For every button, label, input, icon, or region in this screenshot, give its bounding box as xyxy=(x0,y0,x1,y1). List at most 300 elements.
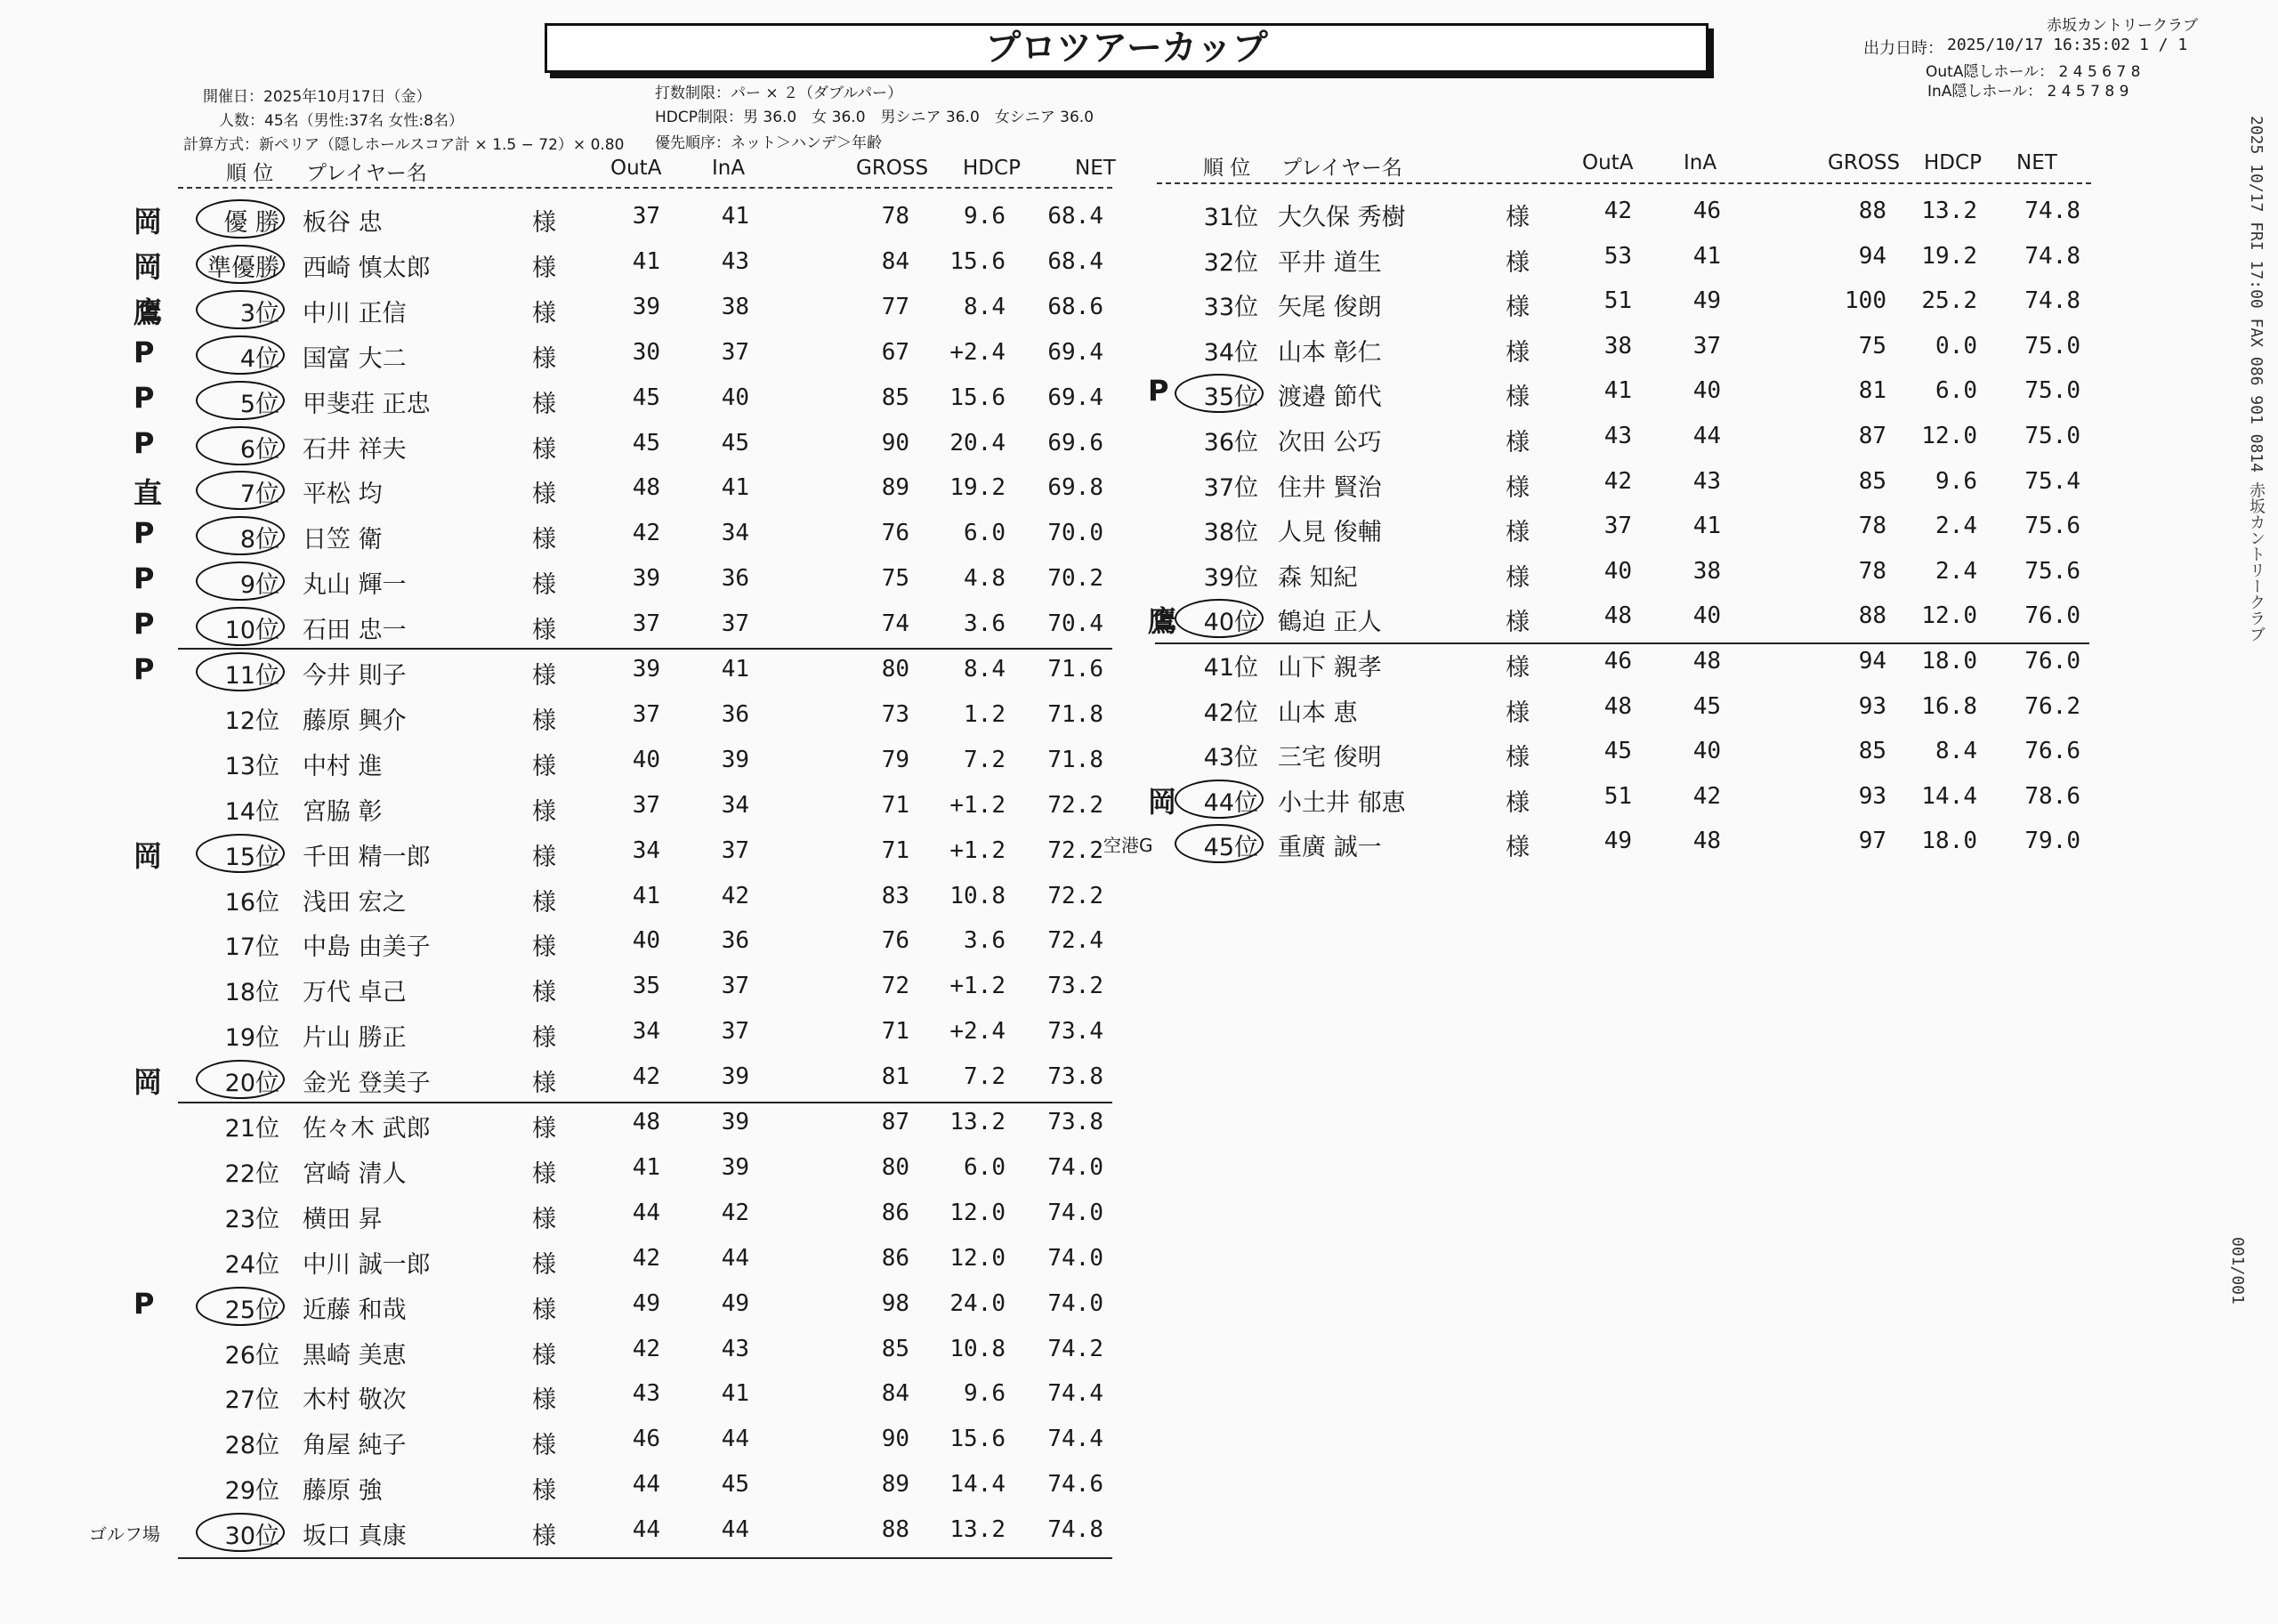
player-name-cell: 山本 恵 xyxy=(1278,699,1358,727)
outa-cell: 42 xyxy=(1603,198,1632,224)
player-name-cell: 小土井 郁恵 xyxy=(1278,788,1406,817)
hdcp-cell: 13.2 xyxy=(949,1109,1006,1135)
player-name-cell: 千田 精一郎 xyxy=(303,843,431,871)
ina-cell: 45 xyxy=(721,429,749,456)
honorific-cell: 様 xyxy=(1506,294,1530,322)
net-cell: 74.8 xyxy=(2024,198,2080,224)
rank-cell: 12位 xyxy=(224,707,279,735)
gross-cell: 89 xyxy=(881,474,909,502)
hdcp-cell: 16.8 xyxy=(1921,692,1977,720)
outa-cell: 42 xyxy=(632,520,660,547)
net-cell: 79.0 xyxy=(2024,828,2080,855)
hdcp-cell: 13.2 xyxy=(1921,198,1977,224)
outa-cell: 42 xyxy=(632,1244,660,1272)
gross-cell: 100 xyxy=(1845,287,1886,315)
gross-cell: 98 xyxy=(881,1289,909,1317)
rank-cell: 24位 xyxy=(224,1250,279,1279)
outa-cell: 43 xyxy=(632,1380,660,1408)
honorific-cell: 様 xyxy=(532,1523,556,1551)
rank-cell: 13位 xyxy=(224,752,279,780)
gross-cell: 75 xyxy=(881,565,909,593)
honorific-cell: 様 xyxy=(532,344,556,373)
net-cell: 71.8 xyxy=(1047,700,1103,728)
margin-handwritten-mark: P xyxy=(133,425,155,460)
hdcp-cell: +1.2 xyxy=(949,836,1006,864)
table-row xyxy=(0,1511,2278,1552)
honorific-cell: 様 xyxy=(532,209,556,237)
outa-cell: 42 xyxy=(632,1063,660,1091)
rank-cell: 37位 xyxy=(1203,473,1258,502)
hdcp-cell: 9.6 xyxy=(964,203,1006,230)
rank-cell: 36位 xyxy=(1203,429,1258,456)
honorific-cell: 様 xyxy=(1506,834,1530,862)
net-cell: 75.4 xyxy=(2024,467,2080,495)
net-cell: 72.2 xyxy=(1047,836,1103,864)
ina-cell: 45 xyxy=(1692,692,1721,720)
outa-cell: 48 xyxy=(1603,692,1632,720)
gross-cell: 90 xyxy=(881,429,909,456)
hdcp-cell: 18.0 xyxy=(1921,828,1977,855)
honorific-cell: 様 xyxy=(532,617,556,645)
ina-cell: 34 xyxy=(721,520,749,547)
participant-count: 人数：45名（男性:37名 女性:8名） xyxy=(219,112,464,130)
ina-cell: 44 xyxy=(721,1426,749,1453)
table-row xyxy=(0,372,2278,413)
outa-cell: 45 xyxy=(1603,738,1632,765)
hdcp-cell: 3.6 xyxy=(964,610,1006,638)
player-name-cell: 三宅 俊明 xyxy=(1278,744,1382,772)
honorific-cell: 様 xyxy=(1506,563,1530,592)
rank-cell: 21位 xyxy=(224,1115,279,1143)
gross-cell: 85 xyxy=(1858,467,1886,495)
player-name-cell: 佐々木 武郎 xyxy=(303,1115,431,1143)
ina-cell: 40 xyxy=(721,384,749,411)
table-row xyxy=(0,778,2278,819)
margin-handwritten-mark: 直 xyxy=(133,476,163,511)
net-cell: 70.0 xyxy=(1047,520,1103,547)
ina-cell: 42 xyxy=(721,882,749,909)
ina-cell: 37 xyxy=(721,610,749,638)
player-name-cell: 横田 昇 xyxy=(303,1205,383,1233)
ina-cell: 42 xyxy=(721,1199,749,1226)
honorific-cell: 様 xyxy=(532,571,556,600)
rank-cell: 準優勝 xyxy=(207,254,279,282)
ina-cell: 41 xyxy=(721,656,749,683)
rank-cell: 優 勝 xyxy=(223,209,279,237)
gross-cell: 78 xyxy=(1858,513,1886,540)
honorific-cell: 様 xyxy=(532,1432,556,1460)
rank-cell: 20位 xyxy=(224,1070,279,1098)
ina-cell: 39 xyxy=(721,1153,749,1181)
header-divider-left xyxy=(178,187,1112,189)
ina-cell: 37 xyxy=(721,836,749,864)
net-cell: 74.8 xyxy=(2024,287,2080,315)
honorific-cell: 様 xyxy=(1506,384,1530,412)
table-row xyxy=(0,597,2278,638)
player-name-cell: 近藤 和哉 xyxy=(303,1296,407,1324)
net-cell: 73.8 xyxy=(1047,1109,1103,1135)
margin-handwritten-mark: P xyxy=(133,607,155,642)
page-number: 1 / 1 xyxy=(2139,36,2188,54)
hdcp-cell: 6.0 xyxy=(964,520,1006,547)
gross-cell: 67 xyxy=(881,338,909,366)
honorific-cell: 様 xyxy=(532,1115,556,1143)
honorific-cell: 様 xyxy=(1506,654,1530,682)
player-name-cell: 角屋 純子 xyxy=(303,1432,407,1460)
hdcp-cell: 2.4 xyxy=(1935,557,1977,585)
rank-cell: 27位 xyxy=(224,1386,279,1415)
outa-cell: 40 xyxy=(632,746,660,773)
outa-cell: 46 xyxy=(632,1426,660,1453)
ina-cell: 38 xyxy=(721,293,749,320)
hdcp-cell: 1.2 xyxy=(964,700,1006,728)
hdcp-cell: 10.8 xyxy=(949,882,1006,909)
net-cell: 74.0 xyxy=(1047,1289,1103,1317)
gross-cell: 87 xyxy=(1858,423,1886,449)
outa-cell: 37 xyxy=(632,610,660,638)
player-name-cell: 板谷 忠 xyxy=(303,209,383,237)
player-name-cell: 木村 敬次 xyxy=(303,1386,407,1415)
outa-cell: 44 xyxy=(632,1516,660,1544)
rank-cell: 45位 xyxy=(1203,834,1258,862)
honorific-cell: 様 xyxy=(1506,609,1530,637)
fax-header: 2025 10/17 FRI 17:00 FAX 086 901 0814 赤坂カントリークラブ xyxy=(2247,116,2266,642)
gross-cell: 85 xyxy=(881,1335,909,1362)
rank-circle-mark xyxy=(196,1060,285,1099)
rank-cell: 15位 xyxy=(224,843,279,871)
hdcp-cell: 14.4 xyxy=(1921,782,1977,810)
table-row xyxy=(0,1285,2278,1326)
rank-circle-mark xyxy=(196,1513,285,1552)
honorific-cell: 様 xyxy=(532,797,556,826)
rank-cell: 31位 xyxy=(1203,204,1258,231)
rank-cell: 41位 xyxy=(1203,654,1258,682)
honorific-cell: 様 xyxy=(1506,204,1530,231)
rank-cell: 16位 xyxy=(224,888,279,917)
outa-cell: 42 xyxy=(1603,467,1632,495)
margin-handwritten-mark: P xyxy=(133,1286,155,1321)
honorific-cell: 様 xyxy=(532,1250,556,1279)
honorific-cell: 様 xyxy=(532,1070,556,1098)
player-name-cell: 藤原 強 xyxy=(303,1477,383,1506)
honorific-cell: 様 xyxy=(532,1205,556,1233)
rank-cell: 3位 xyxy=(239,299,279,327)
gross-cell: 78 xyxy=(881,203,909,230)
table-row xyxy=(0,1466,2278,1507)
player-name-cell: 甲斐荘 正忠 xyxy=(303,390,431,418)
rank-cell: 7位 xyxy=(239,481,279,509)
net-cell: 74.8 xyxy=(2024,242,2080,270)
hdcp-cell: 3.6 xyxy=(964,927,1006,955)
hdcp-cell: +1.2 xyxy=(949,973,1006,1000)
rank-cell: 17位 xyxy=(224,933,279,962)
hdcp-cell: 12.0 xyxy=(949,1244,1006,1272)
outa-cell: 35 xyxy=(632,973,660,1000)
honorific-cell: 様 xyxy=(532,1159,556,1188)
net-cell: 74.4 xyxy=(1047,1426,1103,1453)
net-cell: 75.0 xyxy=(2024,423,2080,449)
table-row xyxy=(0,967,2278,1008)
net-cell: 69.6 xyxy=(1047,429,1103,456)
net-cell: 70.2 xyxy=(1047,565,1103,593)
net-cell: 68.6 xyxy=(1047,293,1103,320)
hdcp-cell: 2.4 xyxy=(1935,513,1977,540)
page-title: プロツアーカップ xyxy=(545,23,1708,73)
gross-cell: 81 xyxy=(1858,377,1886,405)
col-ina-right: InA xyxy=(1684,151,1717,174)
hdcp-cell: +2.4 xyxy=(949,1018,1006,1046)
ina-cell: 39 xyxy=(721,1063,749,1091)
table-row xyxy=(0,1240,2278,1281)
outa-cell: 37 xyxy=(632,700,660,728)
table-row xyxy=(0,688,2278,729)
gross-cell: 85 xyxy=(881,384,909,411)
player-name-cell: 丸山 輝一 xyxy=(303,571,407,600)
gross-cell: 76 xyxy=(881,927,909,955)
ina-cell: 40 xyxy=(1692,377,1721,405)
rank-cell: 5位 xyxy=(239,390,279,418)
player-name-cell: 石井 祥夫 xyxy=(303,435,407,464)
rank-cell: 28位 xyxy=(224,1432,279,1460)
rank-cell: 22位 xyxy=(224,1159,279,1188)
honorific-cell: 様 xyxy=(532,481,556,509)
hdcp-cell: 7.2 xyxy=(964,746,1006,773)
gross-cell: 76 xyxy=(881,520,909,547)
margin-handwritten-mark: 空港G xyxy=(1103,835,1153,857)
calc-method: 計算方式：新ペリア（隠しホールスコア計 × 1.5 − 72）× 0.80 xyxy=(183,136,625,154)
rank-cell: 4位 xyxy=(239,344,279,373)
output-label: 出力日時： xyxy=(1863,39,1943,58)
hdcp-cell: 19.2 xyxy=(949,474,1006,502)
outa-cell: 37 xyxy=(1603,513,1632,540)
col-rank-right: 順 位 xyxy=(1203,157,1251,180)
rank-cell: 44位 xyxy=(1203,788,1258,817)
gross-cell: 79 xyxy=(881,746,909,773)
player-name-cell: 重廣 誠一 xyxy=(1278,834,1382,862)
table-row xyxy=(0,1194,2278,1235)
player-name-cell: 住井 賢治 xyxy=(1278,473,1382,502)
honorific-cell: 様 xyxy=(532,707,556,735)
col-player: プレイヤー名 xyxy=(306,162,427,185)
player-name-cell: 次田 公巧 xyxy=(1278,429,1382,456)
outa-cell: 39 xyxy=(632,565,660,593)
net-cell: 74.0 xyxy=(1047,1153,1103,1181)
player-name-cell: 坂口 真康 xyxy=(303,1523,407,1551)
honorific-cell: 様 xyxy=(532,979,556,1007)
margin-handwritten-mark: 鷹 xyxy=(133,295,163,329)
outa-cell: 37 xyxy=(632,203,660,230)
col-gross-right: GROSS xyxy=(1828,151,1901,174)
ina-cell: 37 xyxy=(721,338,749,366)
gross-cell: 78 xyxy=(1858,557,1886,585)
hdcp-cell: 10.8 xyxy=(949,1335,1006,1362)
net-cell: 75.0 xyxy=(2024,377,2080,405)
table-row xyxy=(0,732,2278,773)
rank-cell: 40位 xyxy=(1203,609,1258,637)
ina-cell: 34 xyxy=(721,791,749,819)
rank-cell: 9位 xyxy=(239,571,279,600)
rank-circle-mark xyxy=(196,1287,285,1326)
net-cell: 76.0 xyxy=(2024,648,2080,675)
margin-handwritten-mark: P xyxy=(1148,374,1169,408)
gross-cell: 77 xyxy=(881,293,909,320)
honorific-cell: 様 xyxy=(1506,429,1530,456)
col-net: NET xyxy=(1075,157,1116,180)
ina-cell: 48 xyxy=(1692,648,1721,675)
table-row xyxy=(0,238,2278,279)
ina-cell: 40 xyxy=(1692,602,1721,630)
net-cell: 74.8 xyxy=(1047,1516,1103,1544)
margin-handwritten-mark: 岡 xyxy=(1148,784,1177,819)
outa-cell: 51 xyxy=(1603,287,1632,315)
player-name-cell: 中島 由美子 xyxy=(303,933,431,962)
gross-cell: 84 xyxy=(881,1380,909,1408)
player-name-cell: 日笠 衛 xyxy=(303,526,383,554)
honorific-cell: 様 xyxy=(532,843,556,871)
ina-hidden-holes: InA隠しホール： 2 4 5 7 8 9 xyxy=(1927,83,2129,101)
outa-cell: 41 xyxy=(632,882,660,909)
ina-cell: 38 xyxy=(1692,557,1721,585)
net-cell: 76.2 xyxy=(2024,692,2080,720)
hdcp-cell: 12.0 xyxy=(1921,602,1977,630)
outa-cell: 30 xyxy=(632,338,660,366)
rank-cell: 39位 xyxy=(1203,563,1258,592)
outa-cell: 53 xyxy=(1603,242,1632,270)
gross-cell: 86 xyxy=(881,1244,909,1272)
gross-cell: 93 xyxy=(1858,782,1886,810)
ina-cell: 36 xyxy=(721,927,749,955)
honorific-cell: 様 xyxy=(532,299,556,327)
player-name-cell: 矢尾 俊朗 xyxy=(1278,294,1382,322)
outa-cell: 51 xyxy=(1603,782,1632,810)
divider-after-40 xyxy=(1155,642,2089,644)
col-gross: GROSS xyxy=(856,157,929,180)
hdcp-cell: 9.6 xyxy=(1935,467,1977,495)
net-cell: 68.4 xyxy=(1047,203,1103,230)
honorific-cell: 様 xyxy=(532,888,556,917)
net-cell: 69.8 xyxy=(1047,474,1103,502)
rank-cell: 29位 xyxy=(224,1477,279,1506)
col-ina: InA xyxy=(712,157,746,180)
hdcp-cell: 8.4 xyxy=(964,293,1006,320)
margin-handwritten-mark: P xyxy=(133,652,155,686)
honorific-cell: 様 xyxy=(532,662,556,690)
outa-cell: 41 xyxy=(632,1153,660,1181)
rank-cell: 6位 xyxy=(239,435,279,464)
honorific-cell: 様 xyxy=(1506,473,1530,502)
honorific-cell: 様 xyxy=(532,1296,556,1324)
rank-cell: 35位 xyxy=(1203,384,1258,412)
player-name-cell: 大久保 秀樹 xyxy=(1278,204,1406,231)
gross-cell: 86 xyxy=(881,1199,909,1226)
col-hdcp: HDCP xyxy=(963,157,1021,180)
hdcp-cell: 0.0 xyxy=(1935,332,1977,360)
ina-cell: 41 xyxy=(1692,242,1721,270)
honorific-cell: 様 xyxy=(532,1477,556,1506)
net-cell: 73.4 xyxy=(1047,1018,1103,1046)
net-cell: 69.4 xyxy=(1047,384,1103,411)
honorific-cell: 様 xyxy=(1506,744,1530,772)
player-name-cell: 宮崎 清人 xyxy=(303,1159,407,1188)
hdcp-cell: 6.0 xyxy=(964,1153,1006,1181)
outa-cell: 41 xyxy=(632,247,660,275)
honorific-cell: 様 xyxy=(532,1386,556,1415)
hdcp-cell: 4.8 xyxy=(964,565,1006,593)
ina-cell: 49 xyxy=(721,1289,749,1317)
table-row xyxy=(0,1420,2278,1461)
outa-cell: 40 xyxy=(632,927,660,955)
honorific-cell: 様 xyxy=(532,526,556,554)
table-row xyxy=(0,1149,2278,1190)
outa-cell: 48 xyxy=(632,474,660,502)
hdcp-cell: 20.4 xyxy=(949,429,1006,456)
hdcp-cell: 25.2 xyxy=(1921,287,1977,315)
hdcp-cell: 18.0 xyxy=(1921,648,1977,675)
net-cell: 74.4 xyxy=(1047,1380,1103,1408)
player-name-cell: 中川 誠一郎 xyxy=(303,1250,431,1279)
hdcp-cell: 9.6 xyxy=(964,1380,1006,1408)
margin-handwritten-mark: P xyxy=(133,562,155,596)
table-row xyxy=(0,822,2278,863)
outa-cell: 48 xyxy=(1603,602,1632,630)
col-outa: OutA xyxy=(610,157,662,180)
player-name-cell: 万代 卓己 xyxy=(303,979,407,1007)
rank-cell: 23位 xyxy=(224,1205,279,1233)
honorific-cell: 様 xyxy=(532,254,556,282)
honorific-cell: 様 xyxy=(1506,338,1530,367)
fax-page: 001/001 xyxy=(2228,1237,2247,1305)
hdcp-cell: +1.2 xyxy=(949,791,1006,819)
net-cell: 74.2 xyxy=(1047,1335,1103,1362)
ina-cell: 41 xyxy=(1692,513,1721,540)
margin-handwritten-mark: 岡 xyxy=(133,249,163,284)
margin-handwritten-mark: 岡 xyxy=(133,1065,163,1100)
table-row xyxy=(0,282,2278,323)
net-cell: 73.8 xyxy=(1047,1063,1103,1091)
outa-cell: 44 xyxy=(632,1199,660,1226)
divider-after-20 xyxy=(178,1102,1112,1103)
gross-cell: 97 xyxy=(1858,828,1886,855)
outa-cell: 45 xyxy=(632,429,660,456)
net-cell: 76.6 xyxy=(2024,738,2080,765)
rank-cell: 38位 xyxy=(1203,519,1258,547)
hdcp-limit: HDCP制限：男 36.0 女 36.0 男シニア 36.0 女シニア 36.0 xyxy=(655,109,1095,126)
net-cell: 72.2 xyxy=(1047,882,1103,909)
gross-cell: 88 xyxy=(1858,198,1886,224)
ina-cell: 41 xyxy=(721,474,749,502)
net-cell: 75.0 xyxy=(2024,332,2080,360)
ina-cell: 37 xyxy=(721,973,749,1000)
player-name-cell: 鶴迫 正人 xyxy=(1278,609,1382,637)
col-hdcp-right: HDCP xyxy=(1924,151,1982,174)
player-name-cell: 山本 彰仁 xyxy=(1278,338,1382,367)
ina-cell: 44 xyxy=(721,1516,749,1544)
net-cell: 72.2 xyxy=(1047,791,1103,819)
ina-cell: 36 xyxy=(721,700,749,728)
net-cell: 71.8 xyxy=(1047,746,1103,773)
outa-cell: 49 xyxy=(1603,828,1632,855)
outa-cell: 37 xyxy=(632,791,660,819)
outa-cell: 39 xyxy=(632,656,660,683)
honorific-cell: 様 xyxy=(532,752,556,780)
honorific-cell: 様 xyxy=(1506,699,1530,727)
ina-cell: 43 xyxy=(721,247,749,275)
col-rank: 順 位 xyxy=(226,162,274,185)
player-name-cell: 片山 勝正 xyxy=(303,1024,407,1053)
margin-handwritten-mark: P xyxy=(133,516,155,551)
player-name-cell: 石田 忠一 xyxy=(303,617,407,645)
table-row xyxy=(0,877,2278,918)
